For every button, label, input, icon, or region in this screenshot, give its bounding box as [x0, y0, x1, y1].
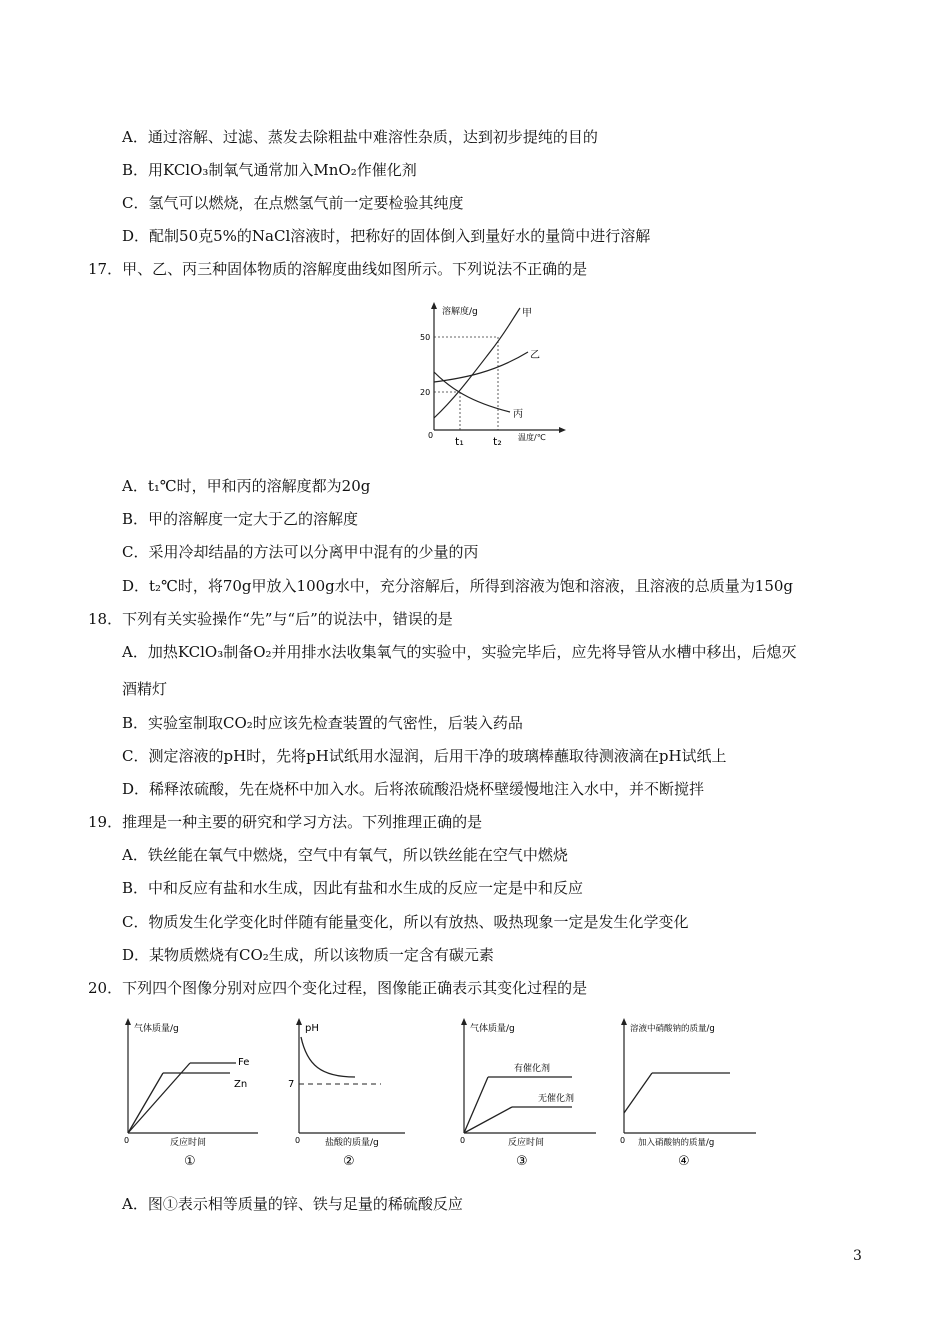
graph-4 [614, 1015, 764, 1170]
g3-cat-line [464, 1077, 488, 1133]
q18-stem: 18．下列有关实验操作“先”与“后”的说法中，错误的是 [88, 610, 453, 628]
graph-2 [285, 1015, 415, 1170]
g2-ylabel: pH [305, 1023, 319, 1034]
q19-option-a: A．铁丝能在氧气中燃烧，空气中有氧气，所以铁丝能在空气中燃烧 [122, 846, 568, 864]
q17-option-c: C．采用冷却结晶的方法可以分离甲中混有的少量的丙 [122, 543, 479, 561]
q17-option-d: D．t₂℃时，将70g甲放入100g水中，充分溶解后，所得到溶液为饱和溶液，且溶液的总质量为150g [122, 577, 794, 595]
q16-option-d: D．配制50克5%的NaCl溶液时，把称好的固体倒入到量好水的量筒中进行溶解 [122, 227, 651, 245]
g1-zn-line [128, 1073, 163, 1133]
g2-number: ② [343, 1154, 355, 1169]
solubility-xtick-t2: t₂ [493, 435, 502, 448]
g1-origin: 0 [124, 1136, 130, 1145]
g4-number: ④ [678, 1154, 690, 1169]
g4-ylabel: 溶液中硝酸钠的质量/g [630, 1024, 715, 1034]
g1-number: ① [184, 1154, 196, 1169]
g3-nocat-line [464, 1107, 512, 1133]
q19-option-d: D．某物质燃烧有CO₂生成，所以该物质一定含有碳元素 [122, 946, 494, 964]
curve-yi [434, 352, 528, 382]
g3-label-nocat: 无催化剂 [538, 1094, 575, 1104]
solubility-xlabel: 温度/℃ [518, 433, 546, 442]
q18-option-a: A．加热KClO₃制备O₂并用排水法收集氧气的实验中，实验完毕后，应先将导管从水槽中移出，后熄灭 [122, 643, 797, 661]
graph-1 [118, 1015, 268, 1170]
solubility-ytick-20: 20 [420, 388, 431, 397]
solubility-origin: 0 [428, 431, 434, 440]
g4-xlabel: 加入硝酸钠的质量/g [638, 1138, 715, 1148]
g3-label-cat: 有催化剂 [514, 1064, 551, 1074]
q18-option-d: D．稀释浓硫酸，先在烧杯中加入水。后将浓硫酸沿烧杯壁缓慢地注入水中，并不断搅拌 [122, 780, 705, 798]
solubility-curve-figure [410, 300, 570, 450]
g3-ylabel: 气体质量/g [470, 1024, 515, 1034]
q20-stem: 20．下列四个图像分别对应四个变化过程，图像能正确表示其变化过程的是 [88, 979, 588, 997]
g2-tick-7: 7 [288, 1079, 295, 1090]
g2-origin: 0 [295, 1136, 301, 1145]
graph-3 [454, 1015, 604, 1170]
solubility-ytick-50: 50 [420, 333, 431, 342]
page-number: 3 [853, 1248, 862, 1264]
g2-ph-curve [301, 1037, 355, 1077]
g1-xlabel: 反应时间 [170, 1138, 207, 1148]
solubility-ylabel: 溶解度/g [442, 307, 478, 317]
q17-stem: 17．甲、乙、丙三种固体物质的溶解度曲线如图所示。下列说法不正确的是 [88, 260, 588, 278]
g4-origin: 0 [620, 1136, 626, 1145]
q16-option-a: A．通过溶解、过滤、蒸发去除粗盐中难溶性杂质，达到初步提纯的目的 [122, 128, 598, 146]
g3-xlabel: 反应时间 [508, 1138, 545, 1148]
q19-option-b: B．中和反应有盐和水生成，因此有盐和水生成的反应一定是中和反应 [122, 879, 584, 897]
q18-option-a-cont: 酒精灯 [122, 680, 168, 698]
g4-line [624, 1073, 652, 1113]
q17-option-b: B．甲的溶解度一定大于乙的溶解度 [122, 510, 359, 528]
q19-option-c: C．物质发生化学变化时伴随有能量变化，所以有放热、吸热现象一定是发生化学变化 [122, 913, 689, 931]
q18-option-b: B．实验室制取CO₂时应该先检查装置的气密性，后装入药品 [122, 714, 523, 732]
q19-stem: 19．推理是一种主要的研究和学习方法。下列推理正确的是 [88, 813, 483, 831]
solubility-xtick-t1: t₁ [455, 435, 464, 448]
g3-number: ③ [516, 1154, 528, 1169]
g3-origin: 0 [460, 1136, 466, 1145]
g1-label-fe: Fe [238, 1057, 250, 1068]
curve-label-jia: 甲 [522, 308, 532, 319]
g1-ylabel: 气体质量/g [134, 1024, 179, 1034]
q17-option-a: A．t₁℃时，甲和丙的溶解度都为20g [122, 477, 371, 495]
q20-option-a: A．图①表示相等质量的锌、铁与足量的稀硫酸反应 [122, 1195, 463, 1213]
curve-label-yi: 乙 [530, 350, 540, 361]
curve-label-bing: 丙 [513, 409, 523, 420]
g2-xlabel: 盐酸的质量/g [325, 1138, 379, 1148]
q16-option-c: C．氢气可以燃烧，在点燃氢气前一定要检验其纯度 [122, 194, 464, 212]
g1-label-zn: Zn [234, 1079, 248, 1090]
q18-option-c: C．测定溶液的pH时，先将pH试纸用水湿润，后用干净的玻璃棒蘸取待测液滴在pH试纸上 [122, 747, 727, 765]
q16-option-b: B．用KClO₃制氧气通常加入MnO₂作催化剂 [122, 161, 417, 179]
